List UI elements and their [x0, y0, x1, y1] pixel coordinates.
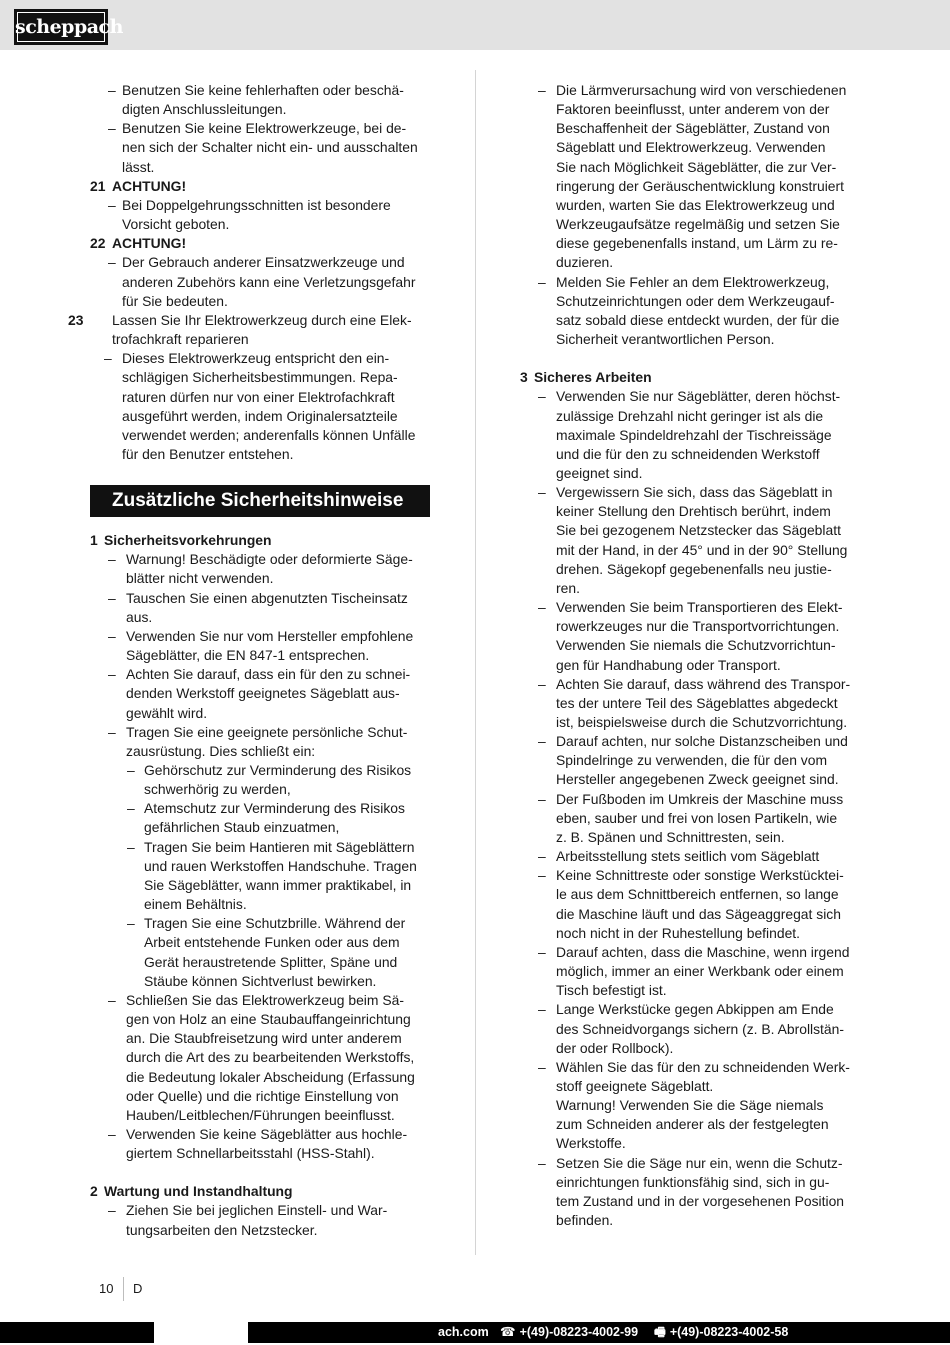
list-item	[520, 1000, 860, 1057]
bullet-dash: –	[108, 82, 116, 98]
item-line: schwerhörig zu werden,	[144, 781, 291, 798]
spacer	[520, 349, 860, 368]
section-title: Zusätzliche Sicherheitshinweise	[90, 485, 430, 517]
item-line: Sie Sägeblätter, wann immer praktikabel, in	[144, 876, 412, 893]
heading-title: Sicherheitsvorkehrungen	[104, 532, 272, 549]
item-line: Warnung! Beschädigte oder deformierte Säge-	[126, 551, 413, 568]
paragraph-line: trofachkraft reparieren	[112, 331, 249, 348]
phone-number: +(49)-08223-4002-99	[519, 1325, 639, 1339]
item-line: die Maschine läuft und das Sägeaggregat sich	[556, 905, 841, 922]
item-line: Bei Doppelgehrungsschnitten ist besondere	[122, 196, 391, 213]
item-line: ren.	[556, 579, 580, 596]
item-line: Gehörschutz zur Verminderung des Risikos	[144, 762, 412, 778]
item-line: Stäube können Sichtverlust bewirken.	[144, 972, 377, 989]
heading-number: 1	[90, 532, 98, 549]
bullet-dash: –	[538, 943, 546, 960]
phone-icon: ☎	[500, 1325, 516, 1339]
item-line: mit der Hand, in der 45° und in der 90° Stellung	[556, 541, 848, 558]
numbered-paragraph	[68, 311, 430, 349]
bullet-dash: –	[108, 589, 116, 606]
list-item	[520, 387, 860, 483]
contact-bar-gap	[154, 1322, 248, 1343]
item-line: Vorsicht geboten.	[122, 216, 230, 233]
item-line: zausrüstung. Dies schließt ein:	[126, 742, 316, 759]
bullet-dash: –	[538, 867, 546, 884]
item-line: Hauben/Leitblechen/Führungen beeinflusst.	[126, 1106, 395, 1123]
list-item	[520, 1154, 860, 1231]
item-line: drehen. Sägekopf gegebenenfalls neu justie-	[556, 560, 832, 577]
item-line: aus.	[126, 608, 153, 625]
item-line: schlägigen Sicherheitsbestimmungen. Repa-	[122, 369, 398, 386]
item-line: Darauf achten, nur solche Distanzscheiben und	[556, 733, 848, 750]
list-item	[90, 991, 430, 1125]
item-line: rowerkzeuges nur die Transportvorrichtungen.	[556, 618, 840, 635]
list-item	[520, 943, 860, 1000]
list-item	[520, 598, 860, 675]
list-item	[90, 589, 430, 627]
list-item	[90, 81, 430, 119]
item-line: und die für den zu schneidenden Werkstoff	[556, 445, 820, 462]
item-line: Sägeblätter, die EN 847-1 entsprechen.	[126, 647, 370, 664]
item-line: zum Schneiden anderer als der festgelegten	[556, 1116, 829, 1133]
item-line: nen sich der Schalter nicht ein- und ausschalten	[122, 139, 418, 156]
list-item	[90, 550, 430, 588]
item-line: Die Lärmverursachung wird von verschiedenen	[556, 82, 847, 98]
item-line: lässt.	[122, 158, 155, 175]
bullet-dash: –	[538, 790, 546, 807]
item-line: eben, sauber und frei von losen Partikeln, wie	[556, 809, 838, 826]
bullet-dash: –	[538, 1001, 546, 1018]
item-line: tem Zustand und in der vorgesehenen Position	[556, 1192, 845, 1209]
bullet-dash: –	[538, 848, 546, 865]
item-line: Darauf achten, dass die Maschine, wenn irgend	[556, 943, 850, 960]
item-line: zulässige Drehzahl nicht geringer ist als die	[556, 407, 824, 424]
bullet-dash: –	[538, 599, 546, 616]
heading-title: ACHTUNG!	[112, 177, 187, 194]
item-line: Sie nach Möglichkeit Sägeblätter, die zur Ver-	[556, 158, 837, 175]
heading-title: Wartung und Instandhaltung	[104, 1183, 293, 1200]
paragraph-number: 23	[68, 311, 84, 328]
bullet-dash: –	[108, 991, 116, 1008]
list-item	[520, 1058, 860, 1154]
item-line: Dieses Elektrowerkzeug entspricht den ein-	[122, 350, 390, 367]
bullet-dash: –	[538, 1058, 546, 1075]
item-line: giertem Schnellarbeitsstahl (HSS-Stahl).	[126, 1145, 375, 1162]
list-item	[90, 665, 430, 722]
item-line: befinden.	[556, 1212, 614, 1229]
item-line: Tauschen Sie einen abgenutzten Tischeinsatz	[126, 589, 408, 606]
item-line: die Bedeutung lokaler Abscheidung (Erfassung	[126, 1068, 415, 1085]
heading-number: 3	[520, 369, 528, 386]
fax-number: +(49)-08223-4002-58	[669, 1325, 789, 1339]
item-line: Warnung! Verwenden Sie die Säge niemals	[556, 1097, 824, 1114]
item-line: Atemschutz zur Verminderung des Risikos	[144, 800, 405, 817]
bullet-dash: –	[108, 666, 116, 683]
item-line: Verwenden Sie niemals die Schutzvorrichtun-	[556, 637, 836, 654]
item-line: Sie bei gezogenem Netzstecker das Sägeblatt	[556, 522, 841, 539]
item-line: Benutzen Sie keine fehlerhaften oder beschä-	[122, 82, 404, 98]
item-line: Werkstoffe.	[556, 1135, 626, 1152]
item-line: Schutzeinrichtungen oder dem Werkzeugauf-	[556, 292, 835, 309]
item-line: le aus dem Schnittbereich entfernen, so lange	[556, 886, 839, 903]
fax-icon: 🖷	[654, 1325, 666, 1339]
item-line: möglich, immer an einer Werkbank oder einem	[556, 963, 844, 980]
website-link[interactable]: ach.com	[438, 1325, 489, 1339]
item-line: stoff geeignete Sägeblatt.	[556, 1077, 714, 1094]
item-line: Tragen Sie eine geeignete persönliche Schut-	[126, 723, 408, 740]
item-line: denden Werkstoff geeignetes Sägeblatt aus-	[126, 685, 400, 702]
subsection-heading	[520, 368, 860, 387]
item-line: diese gegebenenfalls instand, um Lärm zu re-	[556, 235, 838, 252]
item-line: raturen dürfen nur von einer Elektrofachkraft	[122, 388, 395, 405]
brand-logo: scheppach	[14, 9, 108, 45]
item-line: anderen Zubehörs kann eine Verletzungsgefahr	[122, 273, 416, 290]
bullet-dash: –	[108, 120, 116, 137]
item-line: Spindelringe zu verwenden, die für den vom	[556, 752, 828, 769]
subsection-heading	[90, 531, 430, 550]
item-line: Sägeblatt und Elektrowerkzeug. Verwenden	[556, 139, 826, 156]
subsection-heading	[90, 1182, 430, 1201]
item-line: Setzen Sie die Säge nur ein, wenn die Schutz-	[556, 1154, 843, 1171]
bullet-dash: –	[538, 1154, 546, 1171]
item-line: oder Quelle) und die richtige Einstellung von	[126, 1087, 399, 1104]
item-line: gen für Handhabung oder Transport.	[556, 656, 781, 673]
item-line: ausgeführt werden, indem Originalersatzteile	[122, 407, 398, 424]
bullet-dash: –	[108, 254, 116, 271]
bullet-dash: –	[538, 484, 546, 501]
list-item	[520, 483, 860, 598]
item-line: z. B. Spänen und Schnittresten, sein.	[556, 828, 785, 845]
item-line: Verwenden Sie nur vom Hersteller empfohlene	[126, 627, 414, 644]
list-item	[520, 866, 860, 943]
bullet-dash: –	[127, 915, 135, 932]
list-item	[90, 196, 430, 234]
item-line: einem Behältnis.	[144, 896, 247, 913]
language-code: D	[133, 1281, 143, 1296]
item-line: Werkzeugaufsätze regelmäßig und setzen Sie	[556, 216, 840, 233]
bullet-dash: –	[127, 838, 135, 855]
item-line: Tisch befestigt ist.	[556, 982, 667, 999]
bullet-dash: –	[538, 388, 546, 405]
footer-divider	[123, 1277, 124, 1301]
paragraph-line: Lassen Sie Ihr Elektrowerkzeug durch eine Elek-	[112, 311, 412, 328]
item-line: Wählen Sie das für den zu schneidenden Werk-	[556, 1058, 850, 1075]
bullet-dash: –	[108, 551, 116, 568]
item-line: Vergewissern Sie sich, dass das Sägeblatt in	[556, 484, 833, 501]
item-line: Keine Schnittreste oder sonstige Werkstücktei-	[556, 867, 844, 884]
item-line: verwendet werden; anderenfalls können Unfälle	[122, 426, 416, 443]
item-line: satz sobald diese entdeckt wurden, der für die	[556, 311, 840, 328]
item-line: Der Fußboden im Umkreis der Maschine muss	[556, 790, 844, 807]
item-line: Tragen Sie eine Schutzbrille. Während der	[144, 915, 406, 932]
bullet-dash: –	[538, 675, 546, 692]
item-line: für den Benutzer entstehen.	[122, 445, 294, 462]
right-column	[520, 81, 860, 1230]
item-line: Tragen Sie beim Hantieren mit Sägeblättern	[144, 838, 415, 855]
list-item	[520, 790, 860, 847]
item-line: Lange Werkstücke gegen Abkippen am Ende	[556, 1001, 834, 1018]
item-line: Verwenden Sie nur Sägeblätter, deren höchst-	[556, 388, 841, 405]
item-line: Sicherheit verantwortlichen Person.	[556, 331, 775, 348]
list-item	[90, 1125, 430, 1163]
list-item	[90, 253, 430, 310]
bullet-dash: –	[108, 627, 116, 644]
item-line: ist, beispielsweise durch die Schutzvorrichtung.	[556, 714, 848, 730]
item-line: Achten Sie darauf, dass ein für den zu schnei-	[126, 666, 411, 683]
heading-number: 2	[90, 1183, 98, 1200]
numbered-heading	[90, 234, 430, 253]
column-divider	[475, 70, 476, 1255]
bullet-dash: –	[104, 350, 112, 367]
item-line: tes der untere Teil des Sägeblattes abgedeckt	[556, 694, 838, 711]
item-line: Achten Sie darauf, dass während des Transpor-	[556, 675, 851, 692]
item-line: gen von Holz an eine Staubauffangeinrichtung	[126, 1011, 411, 1028]
item-line: durch die Art des zu bearbeitenden Werkstoffs,	[126, 1049, 415, 1066]
item-line: Schließen Sie das Elektrowerkzeug beim Sä-	[126, 991, 404, 1008]
list-item	[90, 1201, 430, 1239]
heading-title: Sicheres Arbeiten	[534, 369, 652, 386]
item-line: Arbeitsstellung stets seitlich vom Sägeblatt	[556, 848, 820, 865]
bullet-dash: –	[108, 723, 116, 740]
bullet-dash: –	[108, 1202, 116, 1219]
item-line: der oder Rollbock).	[556, 1039, 674, 1056]
item-line: maximale Spindeldrehzahl der Tischreissäge	[556, 426, 832, 443]
item-line: digten Anschlussleitungen.	[122, 101, 287, 118]
item-line: blätter nicht verwenden.	[126, 570, 274, 587]
list-item	[90, 627, 430, 665]
item-line: Hersteller angegebenen Zweck geeignet sind.	[556, 771, 839, 788]
heading-title: ACHTUNG!	[112, 235, 187, 252]
item-line: ringerung der Geräuschentwicklung konstruiert	[556, 177, 844, 194]
bullet-dash: –	[538, 733, 546, 750]
item-line: Faktoren beeinflusst, unter anderem von der	[556, 101, 830, 118]
page-number: 10	[99, 1281, 114, 1296]
item-line: Melden Sie Fehler an dem Elektrowerkzeug,	[556, 273, 830, 290]
item-line: Ziehen Sie bei jeglichen Einstell- und War-	[126, 1202, 388, 1219]
list-item	[90, 723, 430, 761]
list-item	[520, 81, 860, 273]
item-line: Arbeit entstehende Funken oder aus dem	[144, 934, 400, 951]
sub-list-item	[90, 914, 430, 991]
item-line: des Schneidvorgangs sichern (z. B. Abrollstän-	[556, 1020, 844, 1037]
item-line: keiner Stellung den Drehtisch berührt, indem	[556, 503, 831, 520]
item-line: tungsarbeiten den Netzstecker.	[126, 1221, 318, 1238]
list-item	[520, 847, 860, 866]
item-line: an. Die Staubfreisetzung wird unter anderem	[126, 1030, 402, 1047]
bullet-dash: –	[108, 1125, 116, 1142]
item-line: Gerät heraustretende Splitter, Späne und	[144, 953, 398, 970]
item-line: und rauen Werkstoffen Handschuhe. Tragen	[144, 857, 417, 874]
bullet-dash: –	[538, 82, 546, 98]
bullet-dash: –	[538, 273, 546, 290]
item-line: Benutzen Sie keine Elektrowerkzeuge, bei de-	[122, 120, 407, 137]
heading-number: 22	[90, 235, 106, 252]
left-column	[68, 81, 430, 1240]
item-line: gewählt wird.	[126, 704, 208, 721]
item-line: Verwenden Sie beim Transportieren des Elekt-	[556, 599, 843, 616]
heading-number: 21	[90, 177, 106, 194]
item-line: Beschaffenheit der Sägeblätter, Zustand von	[556, 120, 830, 137]
phone-contact	[500, 1324, 638, 1340]
item-line: noch nicht in der Ruhestellung befindet.	[556, 924, 801, 941]
item-line: geeignet sind.	[556, 464, 643, 481]
item-line: Verwenden Sie keine Sägeblätter aus hochle-	[126, 1125, 408, 1142]
item-line: für Sie bedeuten.	[122, 292, 228, 309]
fax-contact	[654, 1324, 788, 1340]
list-item	[520, 675, 860, 732]
header-bar	[0, 0, 950, 50]
list-item	[90, 119, 430, 176]
list-item	[520, 273, 860, 350]
item-line: gefährlichen Staub einzuatmen,	[144, 819, 340, 836]
sub-list-item	[90, 799, 430, 837]
item-line: wurden, warten Sie das Elektrowerkzeug und	[556, 196, 835, 213]
list-item	[520, 732, 860, 789]
sub-list-item	[90, 838, 430, 915]
spacer	[90, 1163, 430, 1182]
bullet-dash: –	[127, 800, 135, 817]
bullet-dash: –	[108, 196, 116, 213]
bullet-dash: –	[127, 762, 135, 778]
numbered-heading	[90, 177, 430, 196]
item-line: Der Gebrauch anderer Einsatzwerkzeuge und	[122, 254, 405, 271]
item-line: duzieren.	[556, 254, 614, 271]
list-item	[90, 349, 430, 464]
sub-list-item	[90, 761, 430, 799]
item-line: einrichtungen funktionsfähig sind, sich in gu-	[556, 1173, 830, 1190]
